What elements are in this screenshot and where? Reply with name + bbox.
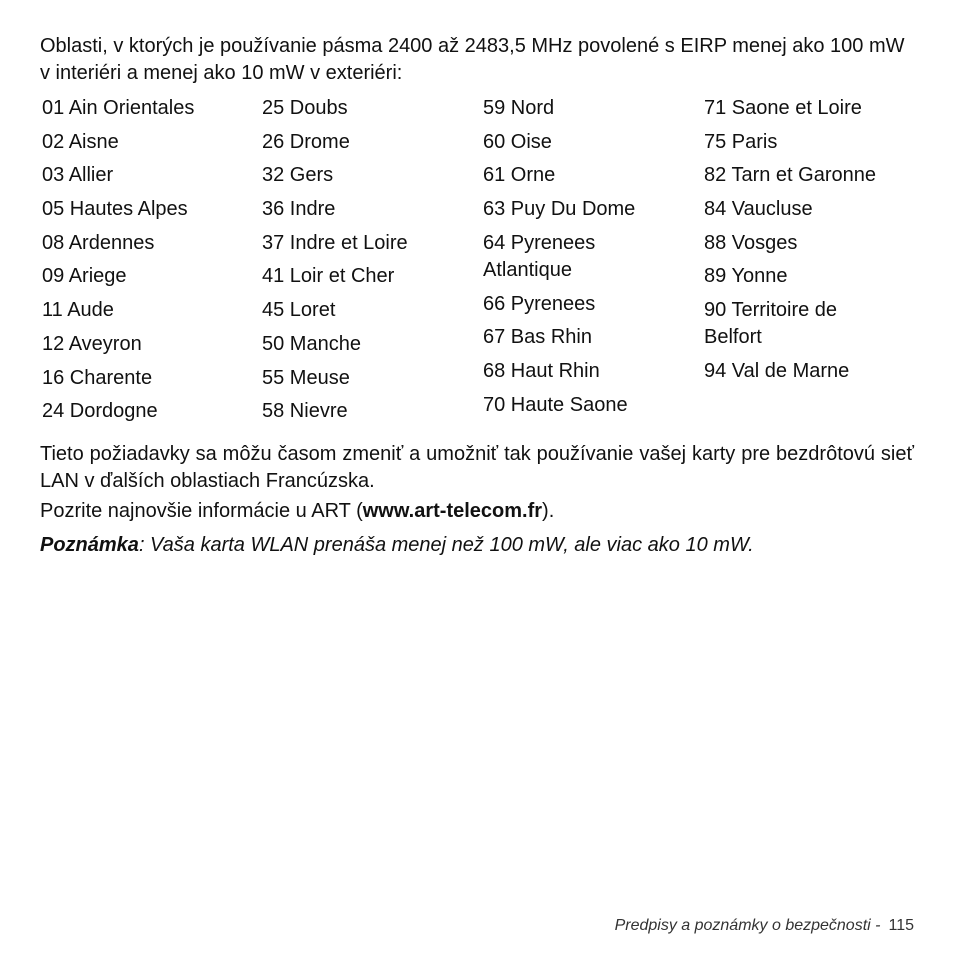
department-item: 94 Val de Marne: [704, 360, 850, 383]
department-item: 08 Ardennes: [42, 231, 155, 254]
department-item: 02 Aisne: [42, 130, 119, 153]
change-notice-paragraph: Tieto požiadavky sa môžu časom zmeniť a umožniť tak používanie vašej karty pre bezdrôtovú sieť LAN v ďalších oblastiach Francúzska.: [40, 443, 914, 492]
department-item: 84 Vaucluse: [704, 198, 813, 221]
department-item: 05 Hautes Alpes: [42, 198, 188, 221]
reference-prefix: Pozrite najnovšie informácie u ART (: [40, 500, 363, 522]
department-item: 70 Haute Saone: [483, 393, 628, 416]
department-item: 09 Ariege: [42, 265, 127, 288]
page-number: 115: [888, 917, 914, 934]
department-item: 25 Doubs: [262, 97, 348, 119]
art-telecom-link: www.art-telecom.fr: [362, 500, 543, 522]
department-item: 82 Tarn et Garonne: [704, 164, 876, 187]
department-item: 45 Loret: [262, 299, 336, 322]
department-item: 50 Manche: [262, 332, 361, 355]
remark-paragraph: [40, 532, 914, 559]
department-item: 26 Drome: [262, 130, 350, 153]
department-item: 55 Meuse: [262, 366, 350, 389]
department-item: 41 Loir et Cher: [262, 265, 395, 288]
department-item: 61 Orne: [483, 164, 556, 187]
department-item: 12 Aveyron: [42, 332, 142, 355]
department-item: 58 Nievre: [262, 400, 348, 423]
department-column-4: [704, 95, 924, 392]
department-item: 75 Paris: [704, 130, 778, 153]
department-column-1: [42, 95, 262, 432]
department-item: 03 Allier: [42, 164, 114, 187]
department-item: 11 Aude: [42, 299, 114, 322]
department-item: 90 Territoire de Belfort: [704, 299, 838, 349]
department-item: 32 Gers: [262, 164, 334, 187]
page-footer: [615, 917, 914, 935]
remark-text: : Vaša karta WLAN prenáša menej než 100 mW, ale viac ako 10 mW.: [138, 534, 754, 556]
department-item: 66 Pyrenees: [483, 292, 596, 315]
department-item: 01 Ain Orientales: [42, 97, 195, 119]
department-item: 63 Puy Du Dome: [483, 198, 636, 221]
department-item: 59 Nord: [483, 97, 555, 119]
footer-section-title: Predpisy a poznámky o bezpečnosti -: [614, 917, 881, 934]
reference-suffix: ).: [542, 500, 555, 522]
remark-label: Poznámka: [40, 534, 139, 556]
department-item: 36 Indre: [262, 198, 336, 221]
department-item: 89 Yonne: [704, 265, 788, 288]
department-item: 37 Indre et Loire: [262, 231, 408, 254]
intro-paragraph: Oblasti, v ktorých je používanie pásma 2400 až 2483,5 MHz povolené s EIRP menej ako 100 mW v interiéri a menej ako 10 mW v exteriéri:: [40, 35, 905, 84]
department-item: 88 Vosges: [704, 231, 798, 254]
department-item: 67 Bas Rhin: [483, 326, 592, 349]
reference-paragraph: [40, 498, 914, 525]
department-item: 71 Saone et Loire: [704, 97, 862, 119]
department-item: 16 Charente: [42, 366, 153, 389]
department-item: 60 Oise: [483, 130, 552, 153]
department-column-2: [262, 95, 482, 432]
department-table: [40, 95, 914, 435]
department-column-3: [483, 95, 703, 426]
department-item: 64 Pyrenees Atlantique: [483, 231, 596, 281]
department-item: 24 Dordogne: [42, 400, 158, 423]
department-item: 68 Haut Rhin: [483, 360, 600, 383]
